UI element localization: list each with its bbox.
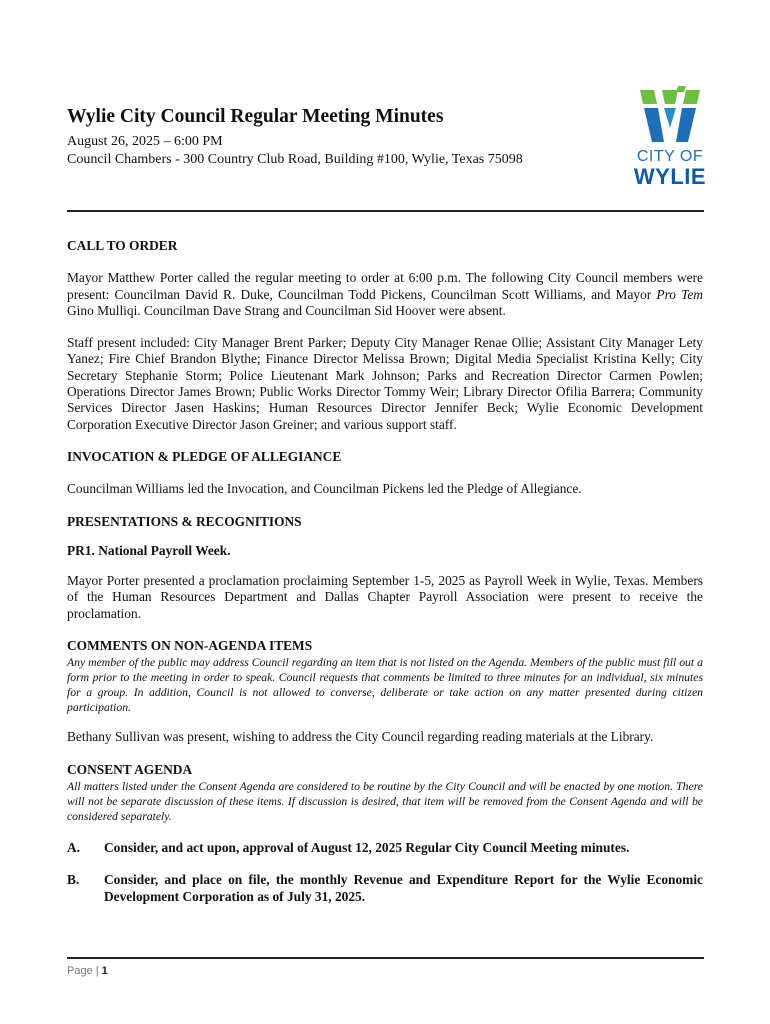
call-to-order-text-b: Gino Mulliqi. Councilman Dave Strang and Councilman Sid Hoover were absent. — [67, 302, 506, 318]
section-heading-invocation: INVOCATION & PLEDGE OF ALLEGIANCE — [67, 448, 342, 464]
page-number: 1 — [101, 965, 108, 977]
section-heading-presentations: PRESENTATIONS & RECOGNITIONS — [67, 513, 302, 529]
comments-note: Any member of the public may address Council regarding an item that is not listed on the Agenda. Members of the public must fill out a form prior to the meeting in order to speak. Council requests that comments be limited to three minutes for an individual, six minutes for a group. In addition, Council is not allowed to converse, deliberate or take action on any matter presented during citizen participation. — [67, 656, 703, 715]
city-of-wylie-logo — [630, 86, 710, 190]
call-to-order-text-italic: Pro Tem — [656, 286, 703, 302]
logo-text-wylie: WYLIE — [633, 164, 707, 189]
meeting-location: Council Chambers - 300 Country Club Road, Building #100, Wylie, Texas 75098 — [67, 152, 523, 167]
footer-divider — [67, 957, 704, 959]
call-to-order-paragraph — [67, 270, 703, 319]
section-heading-consent-agenda: CONSENT AGENDA — [67, 761, 193, 777]
call-to-order-text-a: Mayor Matthew Porter called the regular meeting to order at 6:00 p.m. The following City Council members were present: Councilman David R. Duke, Councilman Todd Pickens, Councilman Scott Williams, and Mayor — [67, 270, 703, 302]
header-divider — [67, 210, 704, 212]
wylie-w-mark-icon — [630, 86, 710, 148]
section-heading-call-to-order: CALL TO ORDER — [67, 238, 178, 253]
minutes-body — [67, 238, 703, 905]
consent-item-text: Consider, and act upon, approval of August 12, 2025 Regular City Council Meeting minutes. — [104, 839, 630, 855]
presentation-paragraph: Mayor Porter presented a proclamation proclaiming September 1-5, 2025 as Payroll Week in Wylie, Texas. Members of the Human Resources Department and Dallas Chapter Payroll Association were present to receive the proclamation. — [67, 573, 703, 621]
page-title: Wylie City Council Regular Meeting Minutes — [67, 106, 444, 127]
document-header — [67, 104, 627, 169]
page-label: Page | — [67, 965, 102, 977]
meeting-date-time: August 26, 2025 – 6:00 PM — [67, 134, 223, 149]
invocation-paragraph: Councilman Williams led the Invocation, and Councilman Pickens led the Pledge of Allegiance. — [67, 481, 582, 497]
consent-item-a — [67, 840, 703, 856]
staff-present-paragraph: Staff present included: City Manager Brent Parker; Deputy City Manager Renae Ollie; Assistant City Manager Lety Yanez; Fire Chief Brandon Blythe; Finance Director Melissa Brown; Digital Media Specialist Kristina Kelly; City Secretary Stephanie Storm; Police Lieutenant Mark Johnson; Parks and Recreation Director Carmen Powlen; Operations Director James Brown; Public Works Director Tommy Weir; Library Director Ofilia Barrera; Community Services Director Jasen Haskins; Human Resources Director Jennifer Beck; Wylie Economic Development Corporation Executive Director Jason Greiner; and various support staff. — [67, 335, 703, 432]
consent-item-b — [67, 872, 703, 905]
consent-item-label: A. — [67, 839, 81, 855]
comments-paragraph: Bethany Sullivan was present, wishing to address the City Council regarding reading materials at the Library. — [67, 729, 654, 745]
consent-item-label: B. — [67, 872, 80, 888]
consent-item-text: Consider, and place on file, the monthly Revenue and Expenditure Report for the Wylie Economic Development Corporation as of July 31, 2025. — [104, 872, 703, 904]
consent-agenda-note: All matters listed under the Consent Agenda are considered to be routine by the City Council and will be enacted by one motion. There will not be separate discussion of these items. If discussion is desired, that item will be removed from the Consent Agenda and will be considered separately. — [67, 779, 703, 823]
page-footer — [67, 965, 108, 977]
logo-text-city-of: CITY OF — [636, 148, 704, 165]
presentation-item-heading: PR1. National Payroll Week. — [67, 542, 231, 558]
section-heading-comments: COMMENTS ON NON-AGENDA ITEMS — [67, 638, 313, 654]
